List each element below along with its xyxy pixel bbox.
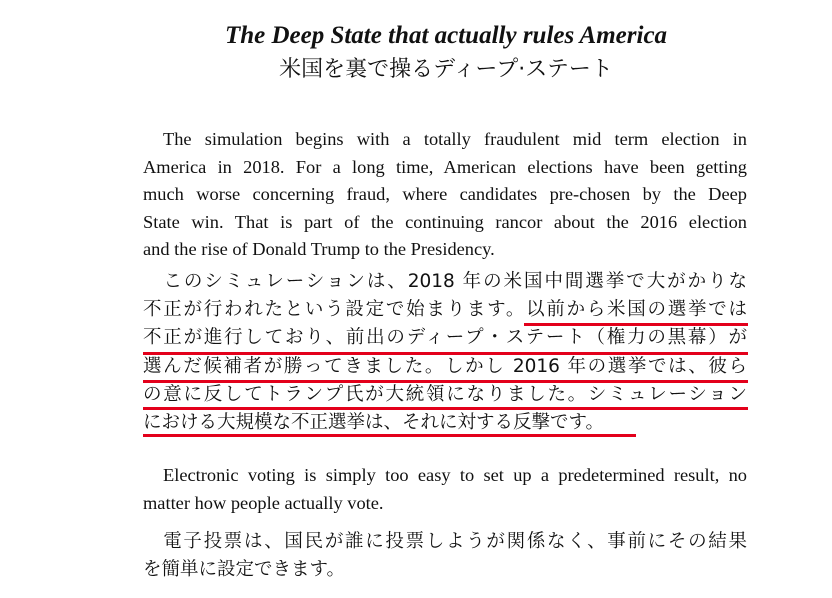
title-japanese: 米国を裏で操るディープ·ステート [279,57,613,82]
paragraph-line: 不正が行われたという設定で始まります。以前から米国の選挙では [143,299,747,321]
paragraph-line: の意に反してトランプ氏が大統領になりました。シミュレーション [143,383,747,405]
paragraph-line: Electronic voting is simply too easy to set up a predetermined result, no [163,465,747,485]
highlight-underline [143,407,748,410]
highlight-underline [143,434,636,437]
paragraph-2-english [143,462,747,517]
paragraph-line: and the rise of Donald Trump to the Presidency. [143,239,495,259]
paragraph-line: 不正が進行しており、前出のディープ・ステート（権力の黒幕）が [143,327,747,349]
paragraph-line: 電子投票は、国民が誰に投票しようが関係なく、事前にその結果 [143,531,747,552]
paragraph-line: このシミュレーションは、2018 年の米国中間選挙で大がかりな [143,271,747,292]
highlight-underline [143,380,748,383]
paragraph-1-english [143,126,747,264]
paragraph-2-japanese [143,528,747,584]
highlight-underline [524,323,748,326]
paragraph-line: 選んだ候補者が勝ってきました。しかし 2016 年の選挙では、彼ら [143,355,747,377]
paragraph-line: を簡単に設定できます。 [143,559,346,581]
paragraph-line: matter how people actually vote. [143,492,384,513]
title-english: The Deep State that actually rules America [224,22,668,49]
paragraph-line: America in 2018. For a long time, American elections have been getting [143,156,747,177]
paragraph-line: State win. That is part of the continuing rancor about the 2016 election [143,211,747,232]
highlight-underline [143,352,748,355]
paragraph-line: The simulation begins with a totally fraudulent mid term election in [163,129,747,149]
paragraph-line: much worse concerning fraud, where candidates pre-chosen by the Deep [143,184,747,204]
paragraph-line: における大規模な不正選挙は、それに対する反撃です。 [143,412,605,434]
